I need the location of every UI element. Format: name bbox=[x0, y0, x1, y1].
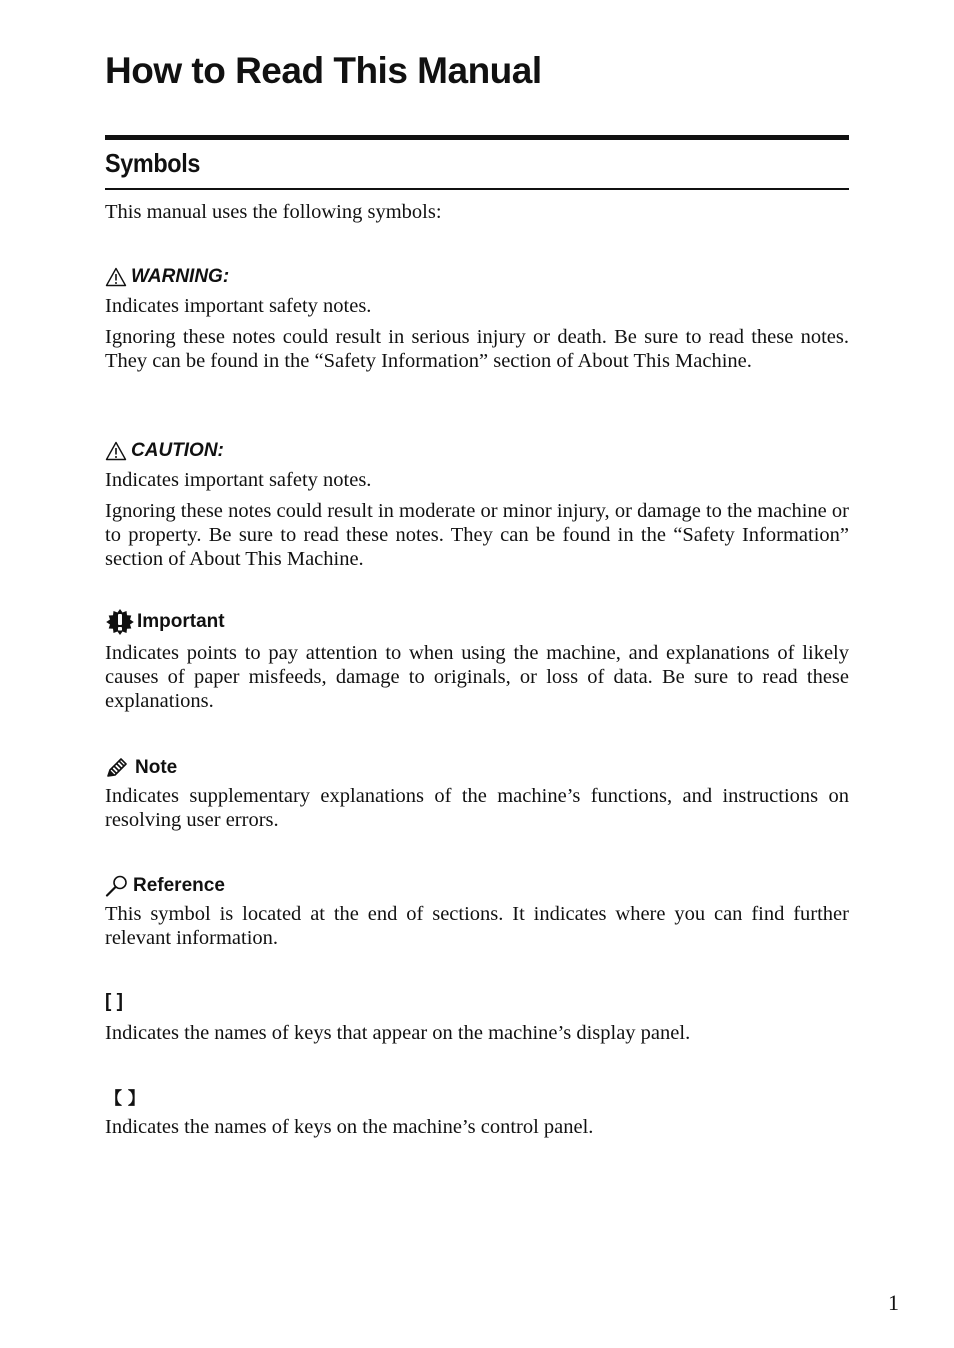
page-number: 1 bbox=[888, 1290, 899, 1315]
warning-heading bbox=[105, 264, 229, 290]
section-rule-bottom bbox=[105, 188, 849, 190]
caution-label: CAUTION: bbox=[131, 440, 224, 461]
section-rule-top bbox=[105, 135, 849, 140]
warning-line2: Ignoring these notes could result in serious injury or death. Be sure to read these notes. They can be found in the “Safety Information” section of About This Machine. bbox=[105, 326, 849, 373]
note-label: Note bbox=[135, 757, 178, 778]
important-label: Important bbox=[137, 611, 225, 632]
magnifier-icon bbox=[105, 875, 129, 897]
caution-heading bbox=[105, 438, 224, 464]
note-text: Indicates supplementary explanations of the machine’s functions, and instructions on resolving user errors. bbox=[105, 785, 849, 832]
caution-triangle-icon bbox=[105, 441, 127, 461]
note-heading bbox=[105, 755, 177, 781]
important-heading bbox=[105, 609, 225, 635]
section-title: Symbols bbox=[105, 148, 201, 178]
display-keys-label: [ ] bbox=[105, 991, 123, 1012]
control-keys-text: Indicates the names of keys on the machine’s control panel. bbox=[105, 1116, 594, 1138]
pencil-icon bbox=[105, 757, 129, 779]
warning-triangle-icon bbox=[105, 267, 127, 287]
reference-label: Reference bbox=[133, 875, 225, 896]
display-keys-heading bbox=[105, 989, 123, 1015]
important-text: Indicates points to pay attention to when using the machine, and explanations of likely causes of paper misfeeds, damage to originals, or loss of data. Be sure to read these explanations. bbox=[105, 642, 849, 713]
intro-text: This manual uses the following symbols: bbox=[105, 201, 442, 223]
control-keys-heading bbox=[105, 1083, 145, 1109]
display-keys-text: Indicates the names of keys that appear on the machine’s display panel. bbox=[105, 1022, 691, 1044]
page-title: How to Read This Manual bbox=[105, 50, 542, 91]
control-keys-label: 【 】 bbox=[105, 1088, 145, 1109]
reference-text: This symbol is located at the end of sections. It indicates where you can find further relevant information. bbox=[105, 903, 849, 950]
caution-line1: Indicates important safety notes. bbox=[105, 469, 372, 491]
warning-label: WARNING: bbox=[131, 266, 230, 287]
important-exclamation-icon bbox=[105, 608, 135, 636]
reference-heading bbox=[105, 873, 225, 899]
warning-line1: Indicates important safety notes. bbox=[105, 295, 372, 317]
caution-line2: Ignoring these notes could result in moderate or minor injury, or damage to the machine or to property. Be sure to read these notes. They can be found in the “Safety Information” section of About This Machine. bbox=[105, 500, 849, 571]
